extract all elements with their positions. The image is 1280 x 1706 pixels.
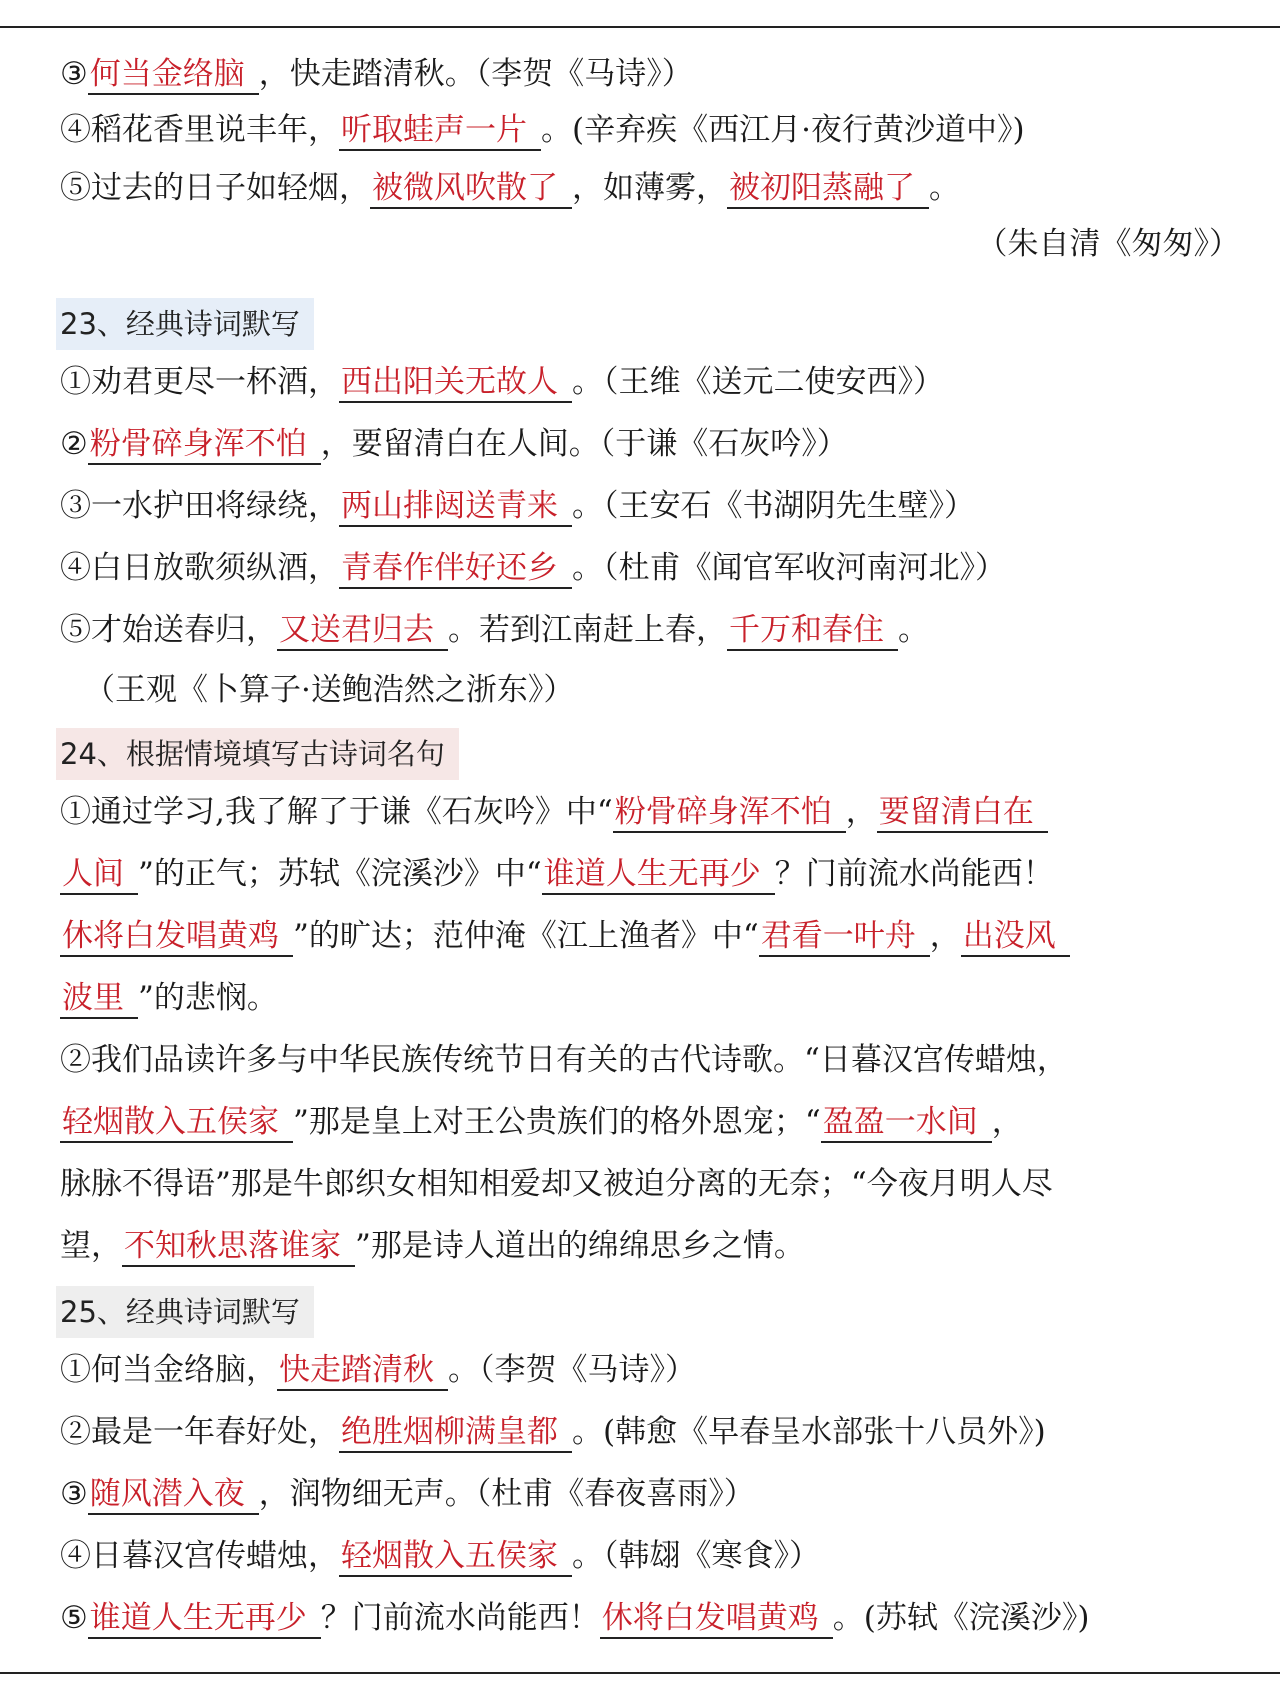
item-text: 白日放歌须纵酒， bbox=[91, 550, 339, 586]
item-text: 最是一年春好处， bbox=[91, 1414, 339, 1450]
s24-p2-line3 bbox=[60, 1162, 1240, 1206]
s24-p2-line1 bbox=[60, 1038, 1240, 1082]
answer-blank: 盈盈一水间 bbox=[821, 1103, 992, 1143]
answer-blank: 轻烟散入五侯家 bbox=[339, 1537, 572, 1577]
item-text: ？门前流水尚能西！ bbox=[320, 1600, 600, 1636]
item-text: 过去的日子如轻烟， bbox=[91, 170, 370, 206]
answer-blank: 人间 bbox=[60, 855, 138, 895]
answer-blank: 青春作伴好还乡 bbox=[339, 549, 572, 589]
answer-blank: 谁道人生无再少 bbox=[88, 1599, 321, 1639]
item-text: 稻花香里说丰年， bbox=[91, 112, 339, 148]
s25-item-4 bbox=[60, 1534, 1240, 1578]
s25-item-3 bbox=[60, 1472, 1240, 1516]
item-number: ③ bbox=[60, 56, 88, 92]
item-text: 。（李贺《马诗》） bbox=[448, 1352, 696, 1388]
item-number: ③ bbox=[60, 488, 91, 524]
answer-blank: 两山排闼送青来 bbox=[339, 487, 572, 527]
answer-blank: 绝胜烟柳满皇都 bbox=[339, 1413, 572, 1453]
s23-item-3 bbox=[60, 484, 1240, 528]
item-text: ，要留清白在人间。（于谦《石灰吟》） bbox=[320, 426, 848, 462]
item-text: ”的正气；苏轼《浣溪沙》中“ bbox=[138, 856, 542, 892]
item-text: 我们品读许多与中华民族传统节日有关的古代诗歌。“日暮汉宫传蜡烛， bbox=[91, 1042, 1068, 1078]
item-text: ，如薄雾， bbox=[572, 170, 727, 206]
item-text: 。若到江南赶上春， bbox=[448, 612, 727, 648]
s23-item-2 bbox=[60, 422, 1240, 466]
answer-blank: 君看一叶舟 bbox=[759, 917, 930, 957]
answer-blank: 粉骨碎身浑不怕 bbox=[613, 793, 846, 833]
s24-p1-line1 bbox=[60, 790, 1240, 834]
s25-item-2 bbox=[60, 1410, 1240, 1454]
s24-p1-line2 bbox=[60, 852, 1240, 896]
item-text: 望， bbox=[60, 1228, 122, 1264]
item-text: 。(辛弃疾《西江月·夜行黄沙道中》) bbox=[541, 112, 1025, 148]
section-title-23: 23、经典诗词默写 bbox=[56, 298, 314, 350]
answer-blank: 被微风吹散了 bbox=[370, 169, 572, 209]
section-title-24: 24、根据情境填写古诗词名句 bbox=[56, 728, 459, 780]
answer-blank: 谁道人生无再少 bbox=[542, 855, 775, 895]
item-text: ”那是皇上对王公贵族们的格外恩宠；“ bbox=[293, 1104, 821, 1140]
item-number: ② bbox=[60, 426, 88, 462]
answer-blank: 波里 bbox=[60, 979, 138, 1019]
s25-item-1 bbox=[60, 1348, 1240, 1392]
item-text: 劝君更尽一杯酒， bbox=[91, 364, 339, 400]
item-number: ① bbox=[60, 794, 91, 830]
item-text: 日暮汉宫传蜡烛， bbox=[91, 1538, 339, 1574]
item-text: 。（王维《送元二使安西》） bbox=[572, 364, 944, 400]
item-text: 通过学习,我了解了于谦《石灰吟》中“ bbox=[91, 794, 613, 830]
item-text: ”那是诗人道出的绵绵思乡之情。 bbox=[355, 1228, 805, 1264]
answer-blank: 被初阳蒸融了 bbox=[727, 169, 929, 209]
item-number: ② bbox=[60, 1042, 91, 1078]
section-title-25: 25、经典诗词默写 bbox=[56, 1286, 314, 1338]
answer-blank: 随风潜入夜 bbox=[88, 1475, 259, 1515]
item-text: ， bbox=[929, 918, 961, 954]
s23-item-5 bbox=[60, 608, 1240, 652]
answer-blank: 西出阳关无故人 bbox=[339, 363, 572, 403]
item-number: ⑤ bbox=[60, 170, 91, 206]
item-text: ”的悲悯。 bbox=[138, 980, 278, 1016]
item-text: 何当金络脑， bbox=[91, 1352, 277, 1388]
answer-blank: 要留清白在 bbox=[877, 793, 1048, 833]
item-text: 。（韩翃《寒食》） bbox=[572, 1538, 820, 1574]
s23-item-1 bbox=[60, 360, 1240, 404]
item-text: 。(韩愈《早春呈水部张十八员外》) bbox=[572, 1414, 1046, 1450]
top-item-5 bbox=[60, 166, 1240, 210]
s24-p1-line3 bbox=[60, 914, 1240, 958]
item-number: ④ bbox=[60, 1538, 91, 1574]
item-number: ④ bbox=[60, 550, 91, 586]
item-text: 。(苏轼《浣溪沙》) bbox=[832, 1600, 1090, 1636]
item-text: ， bbox=[991, 1104, 1023, 1140]
item-text: ？门前流水尚能西！ bbox=[774, 856, 1054, 892]
answer-blank: 休将白发唱黄鸡 bbox=[600, 1599, 833, 1639]
answer-blank: 听取蛙声一片 bbox=[339, 111, 541, 151]
item-text: 一水护田将绿绕， bbox=[91, 488, 339, 524]
item-number: ④ bbox=[60, 112, 91, 148]
item-text: ，快走踏清秋。（李贺《马诗》） bbox=[258, 56, 693, 92]
answer-blank: 快走踏清秋 bbox=[277, 1351, 448, 1391]
item-text: 。 bbox=[929, 170, 960, 206]
item-text: ”的旷达；范仲淹《江上渔者》中“ bbox=[293, 918, 759, 954]
top-item-4 bbox=[60, 108, 1240, 152]
answer-blank: 轻烟散入五侯家 bbox=[60, 1103, 293, 1143]
item-number: ① bbox=[60, 1352, 91, 1388]
top-item-3 bbox=[60, 52, 1240, 96]
answer-blank: 休将白发唱黄鸡 bbox=[60, 917, 293, 957]
answer-blank: 不知秋思落谁家 bbox=[122, 1227, 355, 1267]
s24-p2-line4 bbox=[60, 1224, 1240, 1268]
top-item-5-source: （朱自清《匆匆》） bbox=[976, 226, 1240, 262]
item-number: ⑤ bbox=[60, 612, 91, 648]
item-text: 脉脉不得语”那是牛郎织女相知相爱却又被迫分离的无奈；“今夜月明人尽 bbox=[60, 1166, 1053, 1202]
s24-p1-line4 bbox=[60, 976, 1240, 1020]
s25-item-5 bbox=[60, 1596, 1240, 1640]
answer-blank: 粉骨碎身浑不怕 bbox=[88, 425, 321, 465]
answer-blank: 又送君归去 bbox=[277, 611, 448, 651]
item-number: ② bbox=[60, 1414, 91, 1450]
s23-item-5-source: （王观《卜算子·送鲍浩然之浙东》） bbox=[84, 672, 575, 708]
s23-item-4 bbox=[60, 546, 1240, 590]
answer-blank: 千万和春住 bbox=[727, 611, 898, 651]
item-text: 。（杜甫《闻官军收河南河北》） bbox=[572, 550, 1006, 586]
item-text: ， bbox=[845, 794, 877, 830]
item-number: ⑤ bbox=[60, 1600, 88, 1636]
item-text: ，润物细无声。（杜甫《春夜喜雨》） bbox=[258, 1476, 755, 1512]
item-text: 。（王安石《书湖阴先生壁》） bbox=[572, 488, 975, 524]
item-text: 。 bbox=[898, 612, 929, 648]
item-text: 才始送春归， bbox=[91, 612, 277, 648]
bottom-rule bbox=[0, 1672, 1280, 1674]
answer-blank: 何当金络脑 bbox=[88, 55, 259, 95]
item-number: ① bbox=[60, 364, 91, 400]
item-number: ③ bbox=[60, 1476, 88, 1512]
answer-blank: 出没风 bbox=[961, 917, 1070, 957]
s24-p2-line2 bbox=[60, 1100, 1240, 1144]
